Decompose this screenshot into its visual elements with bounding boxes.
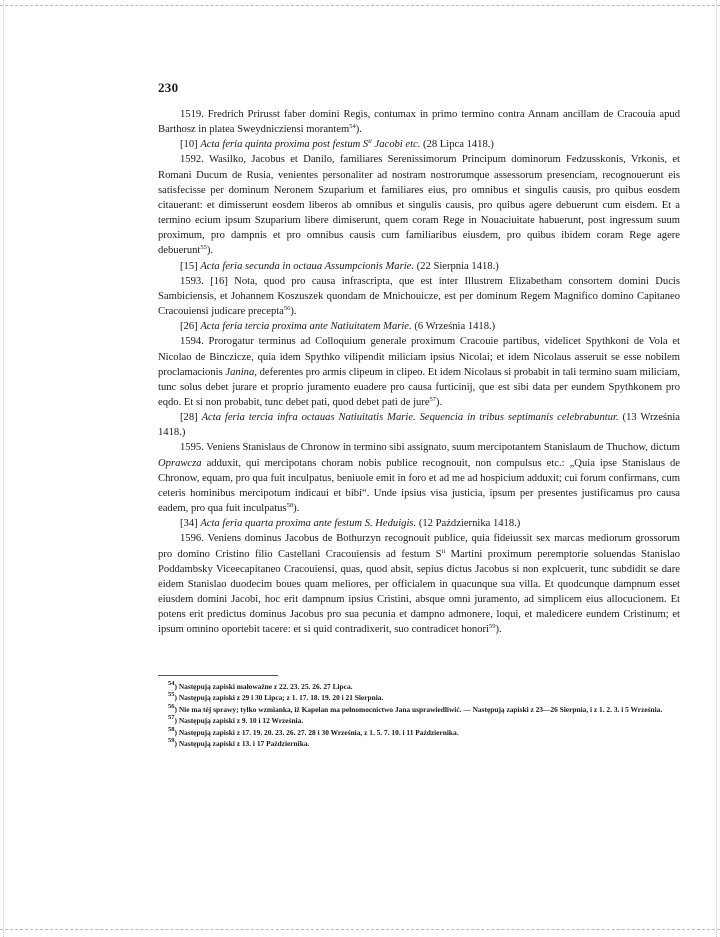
text-segment: 1593. [16] Nota, quod pro causa infrascripta, que est inter Illustrem Elizabetham consortem domini Ducis Sambiciensis, et Johannem Koszuszek quondam de Mnichouicze, est per dominum Regem Magnifico domino Capitaneo Cracouiensi judicare precepta	[158, 275, 680, 318]
text-segment: ).	[495, 624, 502, 636]
text-segment: Acta feria quinta proxima post festum S	[200, 139, 369, 151]
text-segment: Acta feria tercia infra octauas Natiuitatis Marie. Sequencia in tribus septimanis celebrabuntur.	[201, 412, 619, 424]
italic-term: Oprawcza	[158, 457, 202, 469]
footnote-text: Następują zapiski małoważne z 22. 23. 25. 26. 27 Lipca.	[178, 682, 353, 691]
footnote-marker: ti	[441, 547, 446, 555]
text-segment: ).	[355, 124, 362, 136]
heading-date: (6 Września 1418.)	[411, 321, 496, 333]
scan-left-edge	[3, 0, 5, 937]
footnote-marker: 55	[200, 244, 207, 252]
heading-date: [10]	[180, 139, 201, 151]
text-segment: 1595. Veniens Stanislaus de Chronow in termino sibi assignato, suum mercipotantem Stanislaum de Thuchow, dictum	[180, 442, 681, 454]
footnote-marker: ti	[368, 138, 372, 146]
session-heading	[158, 410, 680, 440]
text-segment: adduxit, qui mercipotans choram nobis publice recognouit, non compulsus etc.: „Quia ipse Stanislaus de Chronow, equam, pro qua fuit inculpatus, beniuole emit in foro et ad me ad hospicium adduxit; cui forum confirmans, cum ceteris hominibus mercipotum indicaui et bibi“. Unde ipsius visa justicia, ipsum per presentes justificamus pro causa eadem, pro qua fuit inculpatus	[158, 457, 680, 515]
text-segment: Jacobi etc.	[371, 139, 421, 151]
italic-term: Janina	[225, 366, 255, 378]
heading-date: [15]	[180, 260, 201, 272]
record-entry	[158, 274, 680, 319]
footnote-text: Następują zapiski z 29 i 30 Lipca; z 1. 17. 18. 19. 20 i 21 Sierpnia.	[178, 693, 384, 703]
heading-date: (12 Października 1418.)	[416, 518, 521, 530]
heading-date: (22 Sierpnia 1418.)	[414, 260, 499, 272]
footnote: $^{59}$) Następują zapiski z 13. i 17 Października.	[168, 737, 310, 749]
text-segment: Martini proximum peremptorie soluendas Stanislao Poddambsky Viceecapitaneo Cracouiensi, quas, quod absit, sepius dictus Jacobus si non explcuerit, tunc subdidit se dare eidem Stanislao duodecim boues quam meliores, per officialem in quacunque sua villa. Et quodcunque dampnum esset eiusdem domini Jacobi, hoc erit dampnum ipsius Cristini, absque omni juramento, ad simplicem eius allocucionem. Et potens erit predictus dominus Jacobus pro sua pecunia et dampno admonere, loqui, et maledicere eundem Cristinum; et ipsum omnino oportebit tacere: et si quid contradixerit, suo contradicet honori	[158, 548, 680, 636]
footnote-number: 56	[168, 702, 175, 710]
footnote: $^{57}$) Następują zapiski z 9. 10 i 12 Września.	[168, 714, 304, 726]
heading-date: [28]	[180, 412, 202, 424]
footnote-rule	[158, 675, 278, 676]
record-entry	[158, 440, 680, 516]
scan-right-edge	[716, 0, 718, 937]
record-entry	[158, 107, 680, 137]
text-segment: Acta feria tercia proxima ante Natiuitatem Marie.	[200, 321, 412, 333]
session-heading	[158, 259, 680, 274]
session-heading	[158, 319, 680, 334]
footnote-number: 54	[168, 680, 175, 687]
footnote-number: 58	[168, 725, 175, 733]
heading-date: [26]	[180, 321, 201, 333]
footnote: $^{58}$) Następują zapiski z 17. 19. 20. 23. 26. 27. 28 i 30 Września, z 1. 5. 7. 10. i 11 Października.	[168, 725, 459, 737]
session-heading	[158, 516, 680, 531]
heading-date: (13 Września 1418.)	[158, 412, 680, 439]
footnote: $^{56}$) Nie ma téj sprawy; tylko wzmianka, iż Kapelan ma pełnomocnictwo Jana usprawiedliwić. — Następują zapiski z 23—26 Sierpnia, i z 1. 2. 3. i 5 Września.	[168, 702, 663, 714]
footnote-text: Następują zapiski z 17. 19. 20. 23. 26. 27. 28 i 30 Września, z 1. 5. 7. 10. i 11 Października.	[178, 727, 459, 737]
scan-bottom-edge	[0, 929, 720, 931]
footnote-text: Następują zapiski z 13. i 17 Października.	[178, 739, 310, 749]
footnote: $^{55}$) Następują zapiski z 29 i 30 Lipca; z 1. 17. 18. 19. 20 i 21 Sierpnia.	[168, 691, 384, 703]
text-segment: 1519. Fredrich Prirusst faber domini Regis, contumax in primo termino contra Annam ancillam de Cracouia apud Barthosz in platea Sweydnicziensi morantem	[158, 109, 680, 136]
session-heading	[158, 137, 680, 152]
footnote-marker: 56	[283, 305, 291, 313]
footnote-text: Nie ma téj sprawy; tylko wzmianka, iż Kapelan ma pełnomocnictwo Jana usprawiedliwić. — Następują zapiski z 23—26 Sierpnia, i z 1. 2. 3. i 5 Września.	[178, 704, 663, 714]
text-segment: 1592. Wasilko, Jacobus et Danilo, familiares Serenissimorum Principum dominorum Fedzusskonis, Vrkonis, et Romani Ducum de Rusia, venientes personaliter ad nostram nostrorumque assessorum presenciam, recognouerunt eis satisfecisse per dominum Neronem Szuparium et familiares eius, pro omnibus et singulis causis, pro quibus eosdem citauerant: et dimisserunt eosdem liberos ab omnibus et singulis causis, pro quibus agere debuerunt cum eisdem. Et a termino ecium ipsum Szuparium libere dimiserunt, quem coram Rege in Nouaciuitate habuerunt, post ingressum suum proximum, pro dampnis et pro omnibus causis cum familiaribus eiusdem, pro quibus ibidem coram Rege agere debuerunt	[158, 154, 680, 257]
footnote-number: 57	[168, 714, 175, 722]
footnote-marker: 57	[429, 395, 437, 403]
footnote-number: 55	[168, 691, 175, 699]
text-segment: ).	[206, 245, 214, 257]
footnote-marker: 54	[349, 123, 356, 131]
text-segment: 1594. Prorogatur terminus ad Colloquium generale proximum Cracouie partibus, videlicet Spythkoni de Vola et Nicolao de Binczicze, quia idem Spythko vilipendit miliciam ipsius Nicolai; et idem Nicolaus asseruit se esse nobilem proclamacionis	[158, 336, 680, 378]
main-text	[158, 107, 680, 637]
heading-date: (28 Lipca 1418.)	[420, 139, 494, 151]
footnote: $^{54}$) Następują zapiski małoważne z 22. 23. 25. 26. 27 Lipca.	[168, 680, 353, 691]
text-segment: 1596. Veniens dominus Jacobus de Bothurzyn recognouit publice, quia fideiussit sex marcas mediorum grossorum pro domino Cristino filio Castellani Cracouiensis ad festum S	[158, 533, 680, 560]
text-segment: ).	[436, 396, 443, 408]
text-segment: ).	[293, 503, 300, 515]
text-segment: , deferentes pro armis clipeum in clipeo. Et idem Nicolaus si probabit in tali termino suam miliciam, tunc solus debet jurare et proprio juramento euadere pro causa furticinij, que est sibi data per eundem Spythkonem pro eqdo. Et si non probabit, tunc debet pati, quod debet pati de jure	[158, 366, 680, 408]
page-number: 230	[158, 80, 179, 95]
heading-date: [34]	[180, 518, 201, 530]
footnote-marker: 58	[286, 502, 294, 510]
text-segment: Acta feria secunda in octaua Assumpcionis Marie.	[200, 260, 415, 272]
footnote-marker: 59	[488, 623, 496, 631]
footnotes	[168, 681, 680, 749]
record-entry	[158, 152, 680, 258]
footnote-number: 59	[168, 737, 175, 745]
scan-top-edge	[0, 5, 720, 7]
record-entry	[158, 334, 680, 410]
record-entry	[158, 531, 680, 637]
footnote-text: Następują zapiski z 9. 10 i 12 Września.	[178, 716, 304, 726]
text-segment: Acta feria quarta proxima ante festum S. Heduigis.	[200, 518, 417, 530]
text-segment: ).	[290, 306, 297, 318]
